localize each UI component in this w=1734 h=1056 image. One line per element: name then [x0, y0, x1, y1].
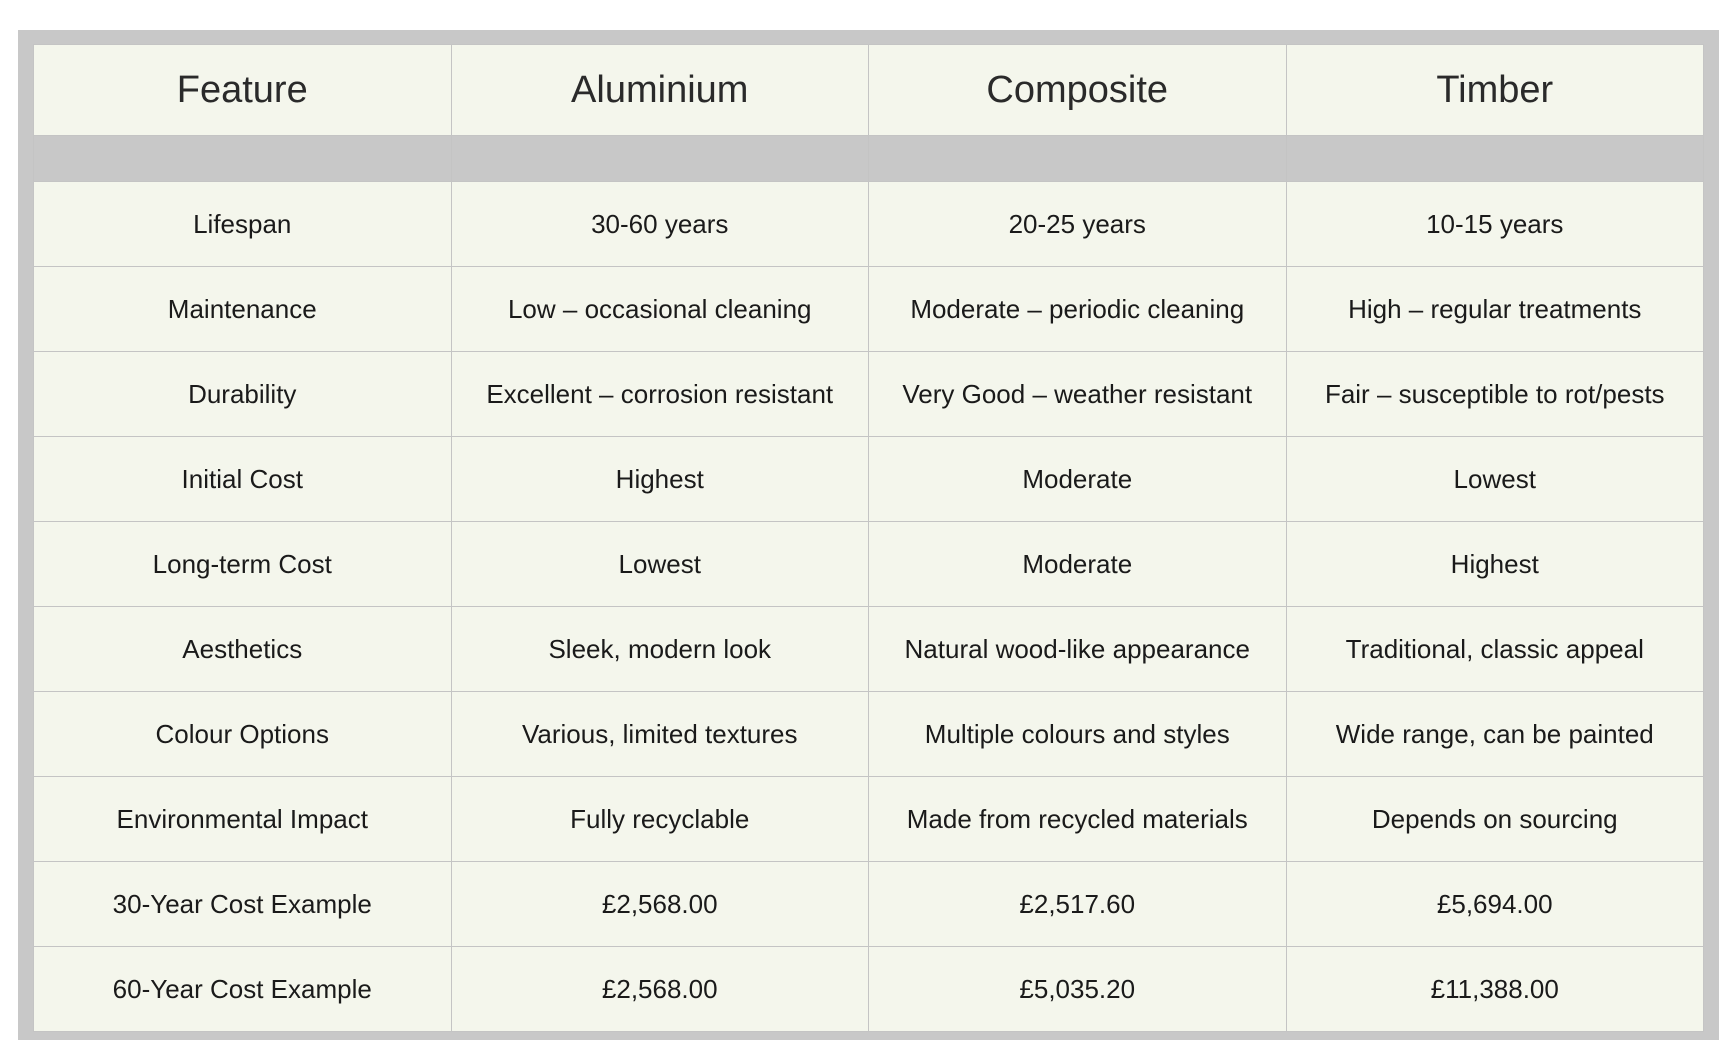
header-spacer-row — [34, 136, 1704, 182]
timber-cell: £11,388.00 — [1286, 947, 1704, 1032]
composite-cell: Multiple colours and styles — [869, 692, 1287, 777]
timber-cell: Depends on sourcing — [1286, 777, 1704, 862]
table-row — [34, 692, 1704, 777]
feature-cell: Lifespan — [34, 182, 452, 267]
aluminium-cell: Various, limited textures — [451, 692, 869, 777]
spacer-cell — [34, 136, 452, 182]
aluminium-cell: 30-60 years — [451, 182, 869, 267]
composite-cell: Moderate — [869, 437, 1287, 522]
aluminium-cell: £2,568.00 — [451, 947, 869, 1032]
table-row — [34, 182, 1704, 267]
timber-cell: £5,694.00 — [1286, 862, 1704, 947]
composite-cell: £5,035.20 — [869, 947, 1287, 1032]
timber-cell: Lowest — [1286, 437, 1704, 522]
feature-cell: Environmental Impact — [34, 777, 452, 862]
aluminium-cell: Lowest — [451, 522, 869, 607]
header-aluminium: Aluminium — [451, 45, 869, 136]
aluminium-cell: Excellent – corrosion resistant — [451, 352, 869, 437]
composite-cell: Very Good – weather resistant — [869, 352, 1287, 437]
aluminium-cell: Sleek, modern look — [451, 607, 869, 692]
table-row — [34, 862, 1704, 947]
spacer-cell — [1286, 136, 1704, 182]
feature-cell: 30-Year Cost Example — [34, 862, 452, 947]
aluminium-cell: Highest — [451, 437, 869, 522]
timber-cell: Traditional, classic appeal — [1286, 607, 1704, 692]
table-row — [34, 777, 1704, 862]
header-timber: Timber — [1286, 45, 1704, 136]
table-header-row — [34, 45, 1704, 136]
feature-cell: Aesthetics — [34, 607, 452, 692]
table-row — [34, 522, 1704, 607]
timber-cell: Fair – susceptible to rot/pests — [1286, 352, 1704, 437]
feature-cell: Long-term Cost — [34, 522, 452, 607]
timber-cell: Wide range, can be painted — [1286, 692, 1704, 777]
aluminium-cell: £2,568.00 — [451, 862, 869, 947]
composite-cell: Moderate — [869, 522, 1287, 607]
spacer-cell — [451, 136, 869, 182]
feature-cell: Initial Cost — [34, 437, 452, 522]
header-feature: Feature — [34, 45, 452, 136]
composite-cell: Natural wood-like appearance — [869, 607, 1287, 692]
composite-cell: Made from recycled materials — [869, 777, 1287, 862]
aluminium-cell: Fully recyclable — [451, 777, 869, 862]
header-composite: Composite — [869, 45, 1287, 136]
comparison-table — [33, 44, 1704, 1032]
timber-cell: Highest — [1286, 522, 1704, 607]
spacer-cell — [869, 136, 1287, 182]
composite-cell: 20-25 years — [869, 182, 1287, 267]
feature-cell: Colour Options — [34, 692, 452, 777]
table-row — [34, 267, 1704, 352]
timber-cell: 10-15 years — [1286, 182, 1704, 267]
feature-cell: Durability — [34, 352, 452, 437]
feature-cell: 60-Year Cost Example — [34, 947, 452, 1032]
feature-cell: Maintenance — [34, 267, 452, 352]
table-row — [34, 947, 1704, 1032]
timber-cell: High – regular treatments — [1286, 267, 1704, 352]
table-row — [34, 437, 1704, 522]
composite-cell: £2,517.60 — [869, 862, 1287, 947]
aluminium-cell: Low – occasional cleaning — [451, 267, 869, 352]
table-row — [34, 607, 1704, 692]
table-row — [34, 352, 1704, 437]
composite-cell: Moderate – periodic cleaning — [869, 267, 1287, 352]
